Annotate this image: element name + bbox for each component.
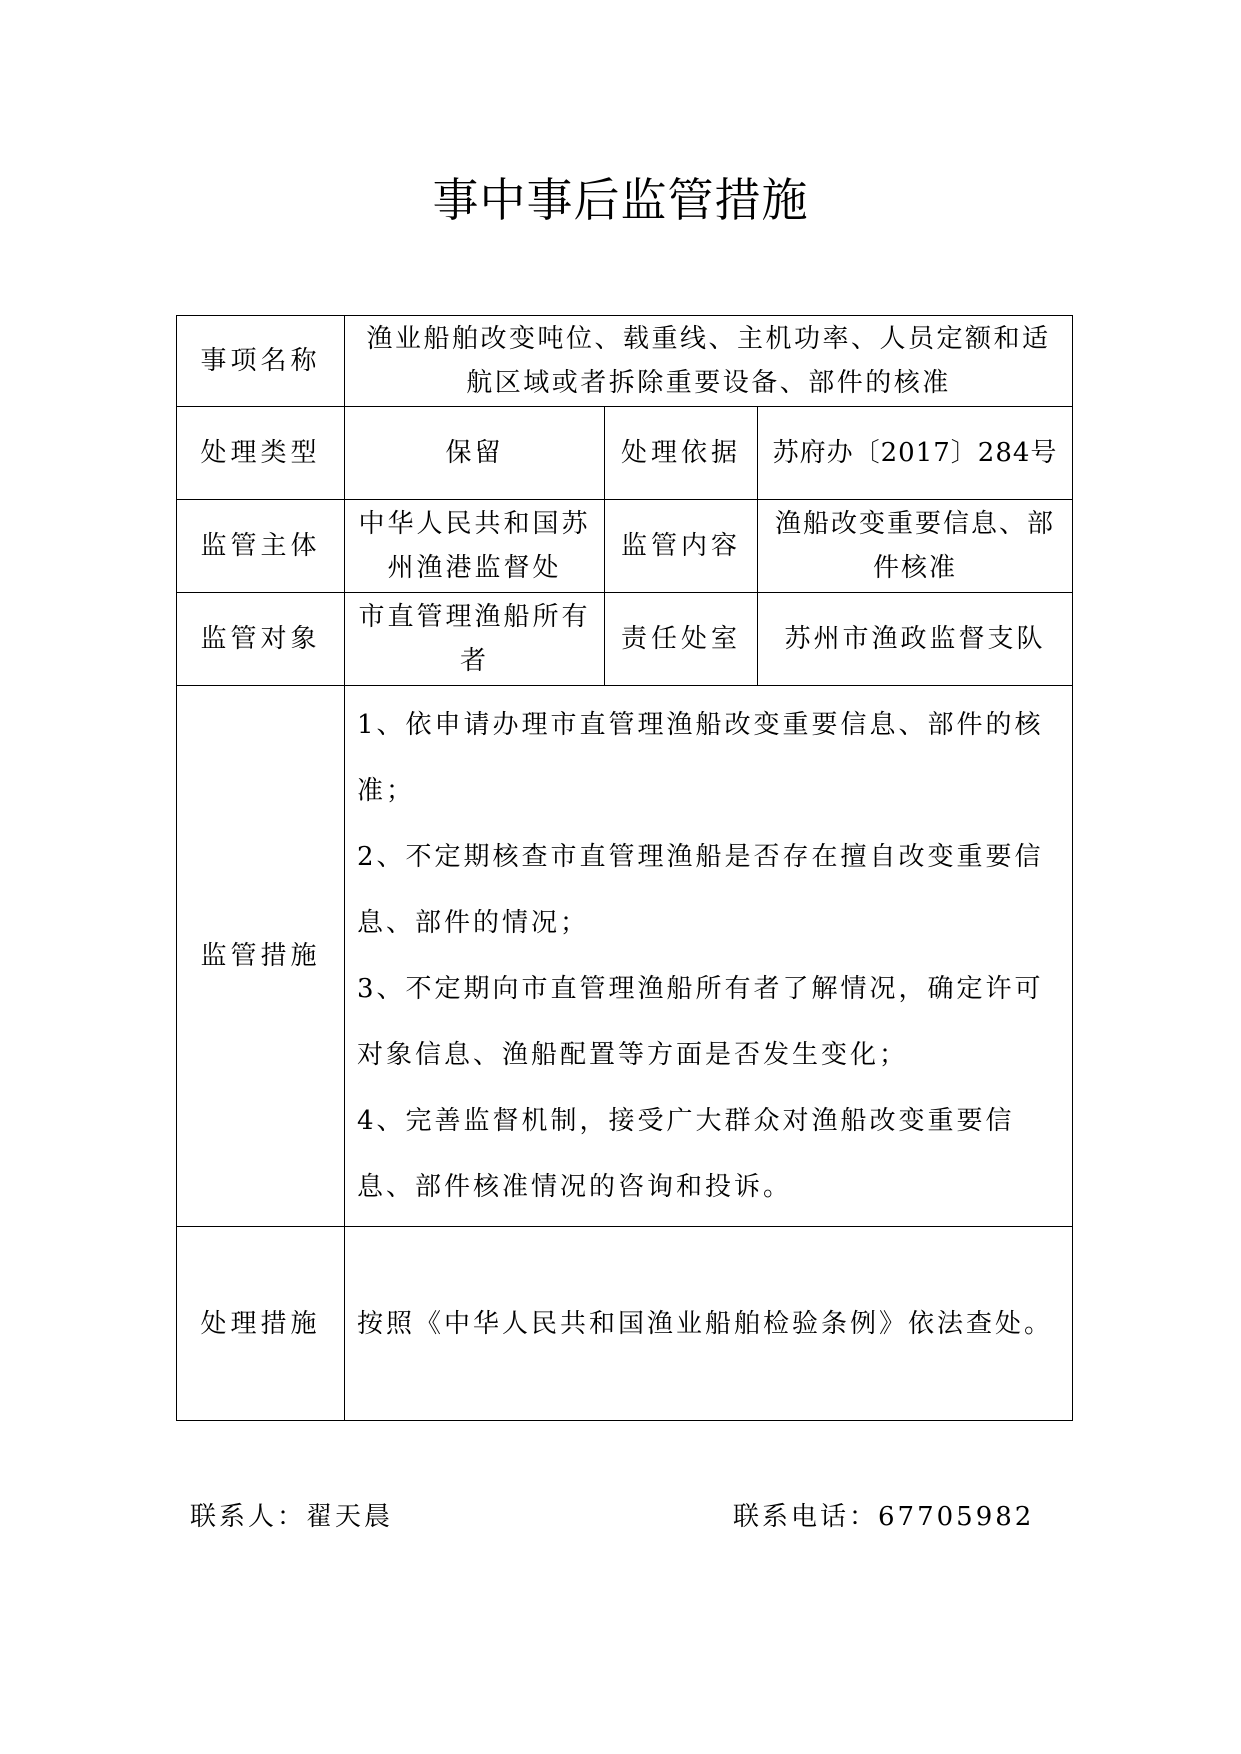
item-name-label: 事项名称 <box>177 316 345 407</box>
object-label: 监管对象 <box>177 593 345 686</box>
row-subject <box>177 500 1073 593</box>
office-label: 责任处室 <box>605 593 758 686</box>
basis-value: 苏府办〔2017〕284号 <box>758 407 1073 500</box>
type-label: 处理类型 <box>177 407 345 500</box>
row-handling <box>177 1227 1073 1421</box>
measures-label: 监管措施 <box>177 686 345 1227</box>
measure-item-4: 4、完善监督机制，接受广大群众对渔船改变重要信息、部件核准情况的咨询和投诉。 <box>357 1106 1015 1202</box>
measure-item-1: 1、依申请办理市直管理渔船改变重要信息、部件的核准； <box>357 710 1044 806</box>
page-title: 事中事后监管措施 <box>432 173 809 227</box>
handling-value: 按照《中华人民共和国渔业船舶检验条例》依法查处。 <box>345 1227 1073 1421</box>
basis-label: 处理依据 <box>605 407 758 500</box>
content-label: 监管内容 <box>605 500 758 593</box>
type-value: 保留 <box>345 407 605 500</box>
measure-item-2: 2、不定期核查市直管理渔船是否存在擅自改变重要信息、部件的情况； <box>357 842 1044 938</box>
row-type <box>177 407 1073 500</box>
supervision-table <box>176 315 1073 1421</box>
handling-label: 处理措施 <box>177 1227 345 1421</box>
measure-item-3: 3、不定期向市直管理渔船所有者了解情况，确定许可对象信息、渔船配置等方面是否发生变化； <box>357 974 1044 1070</box>
item-name-value: 渔业船舶改变吨位、载重线、主机功率、人员定额和适航区域或者拆除重要设备、部件的核准 <box>345 316 1073 407</box>
row-item-name <box>177 316 1073 407</box>
office-value: 苏州市渔政监督支队 <box>758 593 1073 686</box>
contact-phone: 联系电话：67705982 <box>733 1502 1035 1532</box>
row-object <box>177 593 1073 686</box>
object-value: 市直管理渔船所有者 <box>345 593 605 686</box>
content-value: 渔船改变重要信息、部件核准 <box>758 500 1073 593</box>
row-measures <box>177 686 1073 1227</box>
subject-value: 中华人民共和国苏州渔港监督处 <box>345 500 605 593</box>
contact-person: 联系人：翟天晨 <box>190 1502 394 1532</box>
subject-label: 监管主体 <box>177 500 345 593</box>
measures-list <box>345 686 1073 1227</box>
